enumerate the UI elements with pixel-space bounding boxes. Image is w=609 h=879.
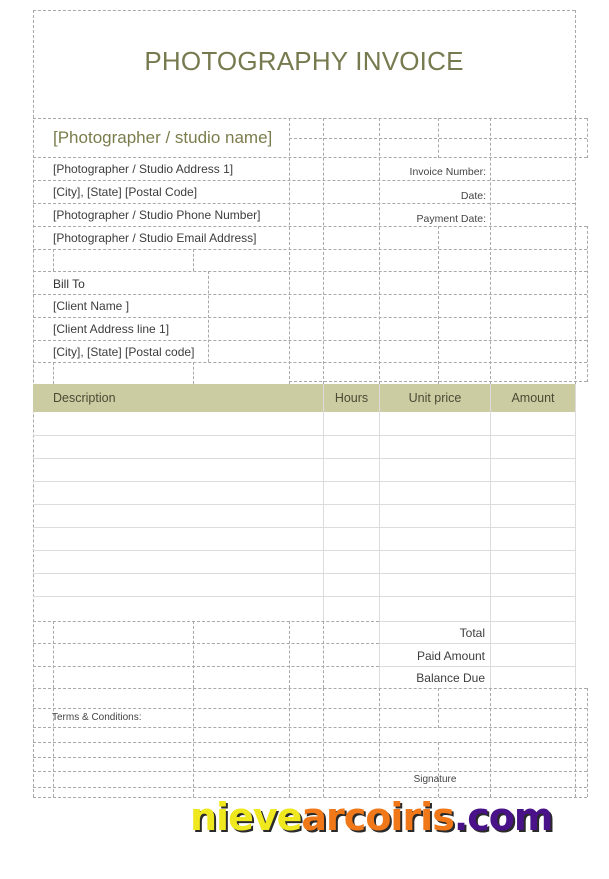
grid-line	[193, 362, 194, 384]
table-row[interactable]	[33, 435, 575, 436]
grid-line	[33, 226, 587, 227]
grid-line	[323, 118, 324, 384]
client-address-1[interactable]: [Client Address line 1]	[53, 322, 170, 336]
column-header-hours: Hours	[334, 391, 369, 405]
grid-line	[33, 249, 587, 250]
table-row[interactable]	[33, 596, 575, 597]
invoice-number-field[interactable]	[491, 158, 575, 180]
date-label: Date:	[460, 190, 486, 202]
watermark-part-2: arcoiris	[301, 795, 454, 839]
invoice-number-label: Invoice Number:	[409, 166, 486, 178]
grid-line	[33, 708, 587, 709]
grid-line	[33, 118, 587, 119]
paid-amount-label: Paid Amount	[416, 649, 485, 663]
grid-line	[33, 362, 587, 363]
grid-line	[438, 118, 439, 158]
watermark-logo	[190, 795, 553, 839]
table-row[interactable]	[33, 458, 575, 459]
grid-line	[208, 271, 209, 362]
table-row[interactable]	[33, 527, 575, 528]
grid-line	[53, 362, 54, 384]
grid-line	[289, 688, 290, 797]
column-header-unit-price: Unit price	[408, 391, 462, 405]
signature-field[interactable]	[380, 743, 575, 771]
signature-label: Signature	[413, 774, 457, 785]
client-city-state-zip[interactable]: [City], [State] [Postal code]	[53, 345, 195, 359]
balance-due-label: Balance Due	[416, 671, 485, 685]
grid-line	[33, 271, 587, 272]
studio-phone[interactable]: [Photographer / Studio Phone Number]	[53, 208, 261, 222]
bill-to-heading: Bill To	[53, 277, 85, 291]
grid-line	[33, 688, 587, 689]
grid-line	[289, 118, 290, 384]
payment-date-field[interactable]	[491, 204, 575, 226]
grid-line	[379, 118, 380, 384]
grid-line	[575, 384, 576, 688]
total-label: Total	[459, 626, 485, 640]
grid-line	[33, 340, 587, 341]
payment-date-label: Payment Date:	[416, 213, 486, 225]
column-header-amount: Amount	[511, 391, 555, 405]
grid-line	[53, 621, 54, 688]
studio-city-state-zip[interactable]: [City], [State] [Postal Code]	[53, 185, 198, 199]
terms-field[interactable]	[54, 728, 289, 786]
grid-line	[33, 317, 587, 318]
grid-line	[575, 688, 576, 797]
grid-line	[438, 226, 439, 384]
grid-line	[33, 294, 587, 295]
page-title: PHOTOGRAPHY INVOICE	[144, 46, 464, 76]
grid-line	[289, 621, 290, 688]
title-border-right	[575, 10, 576, 118]
column-header-description: Description	[53, 391, 116, 405]
grid-line	[193, 621, 194, 688]
grid-line	[323, 688, 324, 797]
grid-line	[33, 621, 379, 622]
client-name[interactable]: [Client Name ]	[53, 299, 130, 313]
grid-line	[323, 384, 324, 621]
grid-line	[33, 666, 379, 667]
table-row[interactable]	[33, 573, 575, 574]
studio-email[interactable]: [Photographer / Studio Email Address]	[53, 231, 257, 245]
grid-line	[587, 688, 588, 797]
grid-line	[575, 118, 576, 384]
terms-label: Terms & Conditions:	[52, 712, 142, 723]
paid-amount-field[interactable]	[491, 644, 575, 665]
balance-due-field[interactable]	[491, 667, 575, 688]
watermark-part-3: .com	[453, 795, 553, 839]
grid-line	[33, 787, 587, 788]
studio-name[interactable]: [Photographer / studio name]	[53, 128, 273, 147]
table-row[interactable]	[33, 481, 575, 482]
table-row[interactable]	[33, 550, 575, 551]
grid-line	[587, 118, 588, 158]
table-row[interactable]	[33, 504, 575, 505]
title-border-top	[33, 10, 575, 11]
total-field[interactable]	[491, 622, 575, 643]
grid-line	[438, 688, 439, 728]
grid-line	[53, 249, 54, 271]
date-field[interactable]	[491, 181, 575, 203]
studio-address-1[interactable]: [Photographer / Studio Address 1]	[53, 162, 234, 176]
grid-line	[323, 621, 324, 688]
grid-line	[33, 643, 379, 644]
grid-line	[587, 226, 588, 382]
grid-line	[193, 249, 194, 271]
watermark-part-1: nieve	[190, 795, 302, 839]
